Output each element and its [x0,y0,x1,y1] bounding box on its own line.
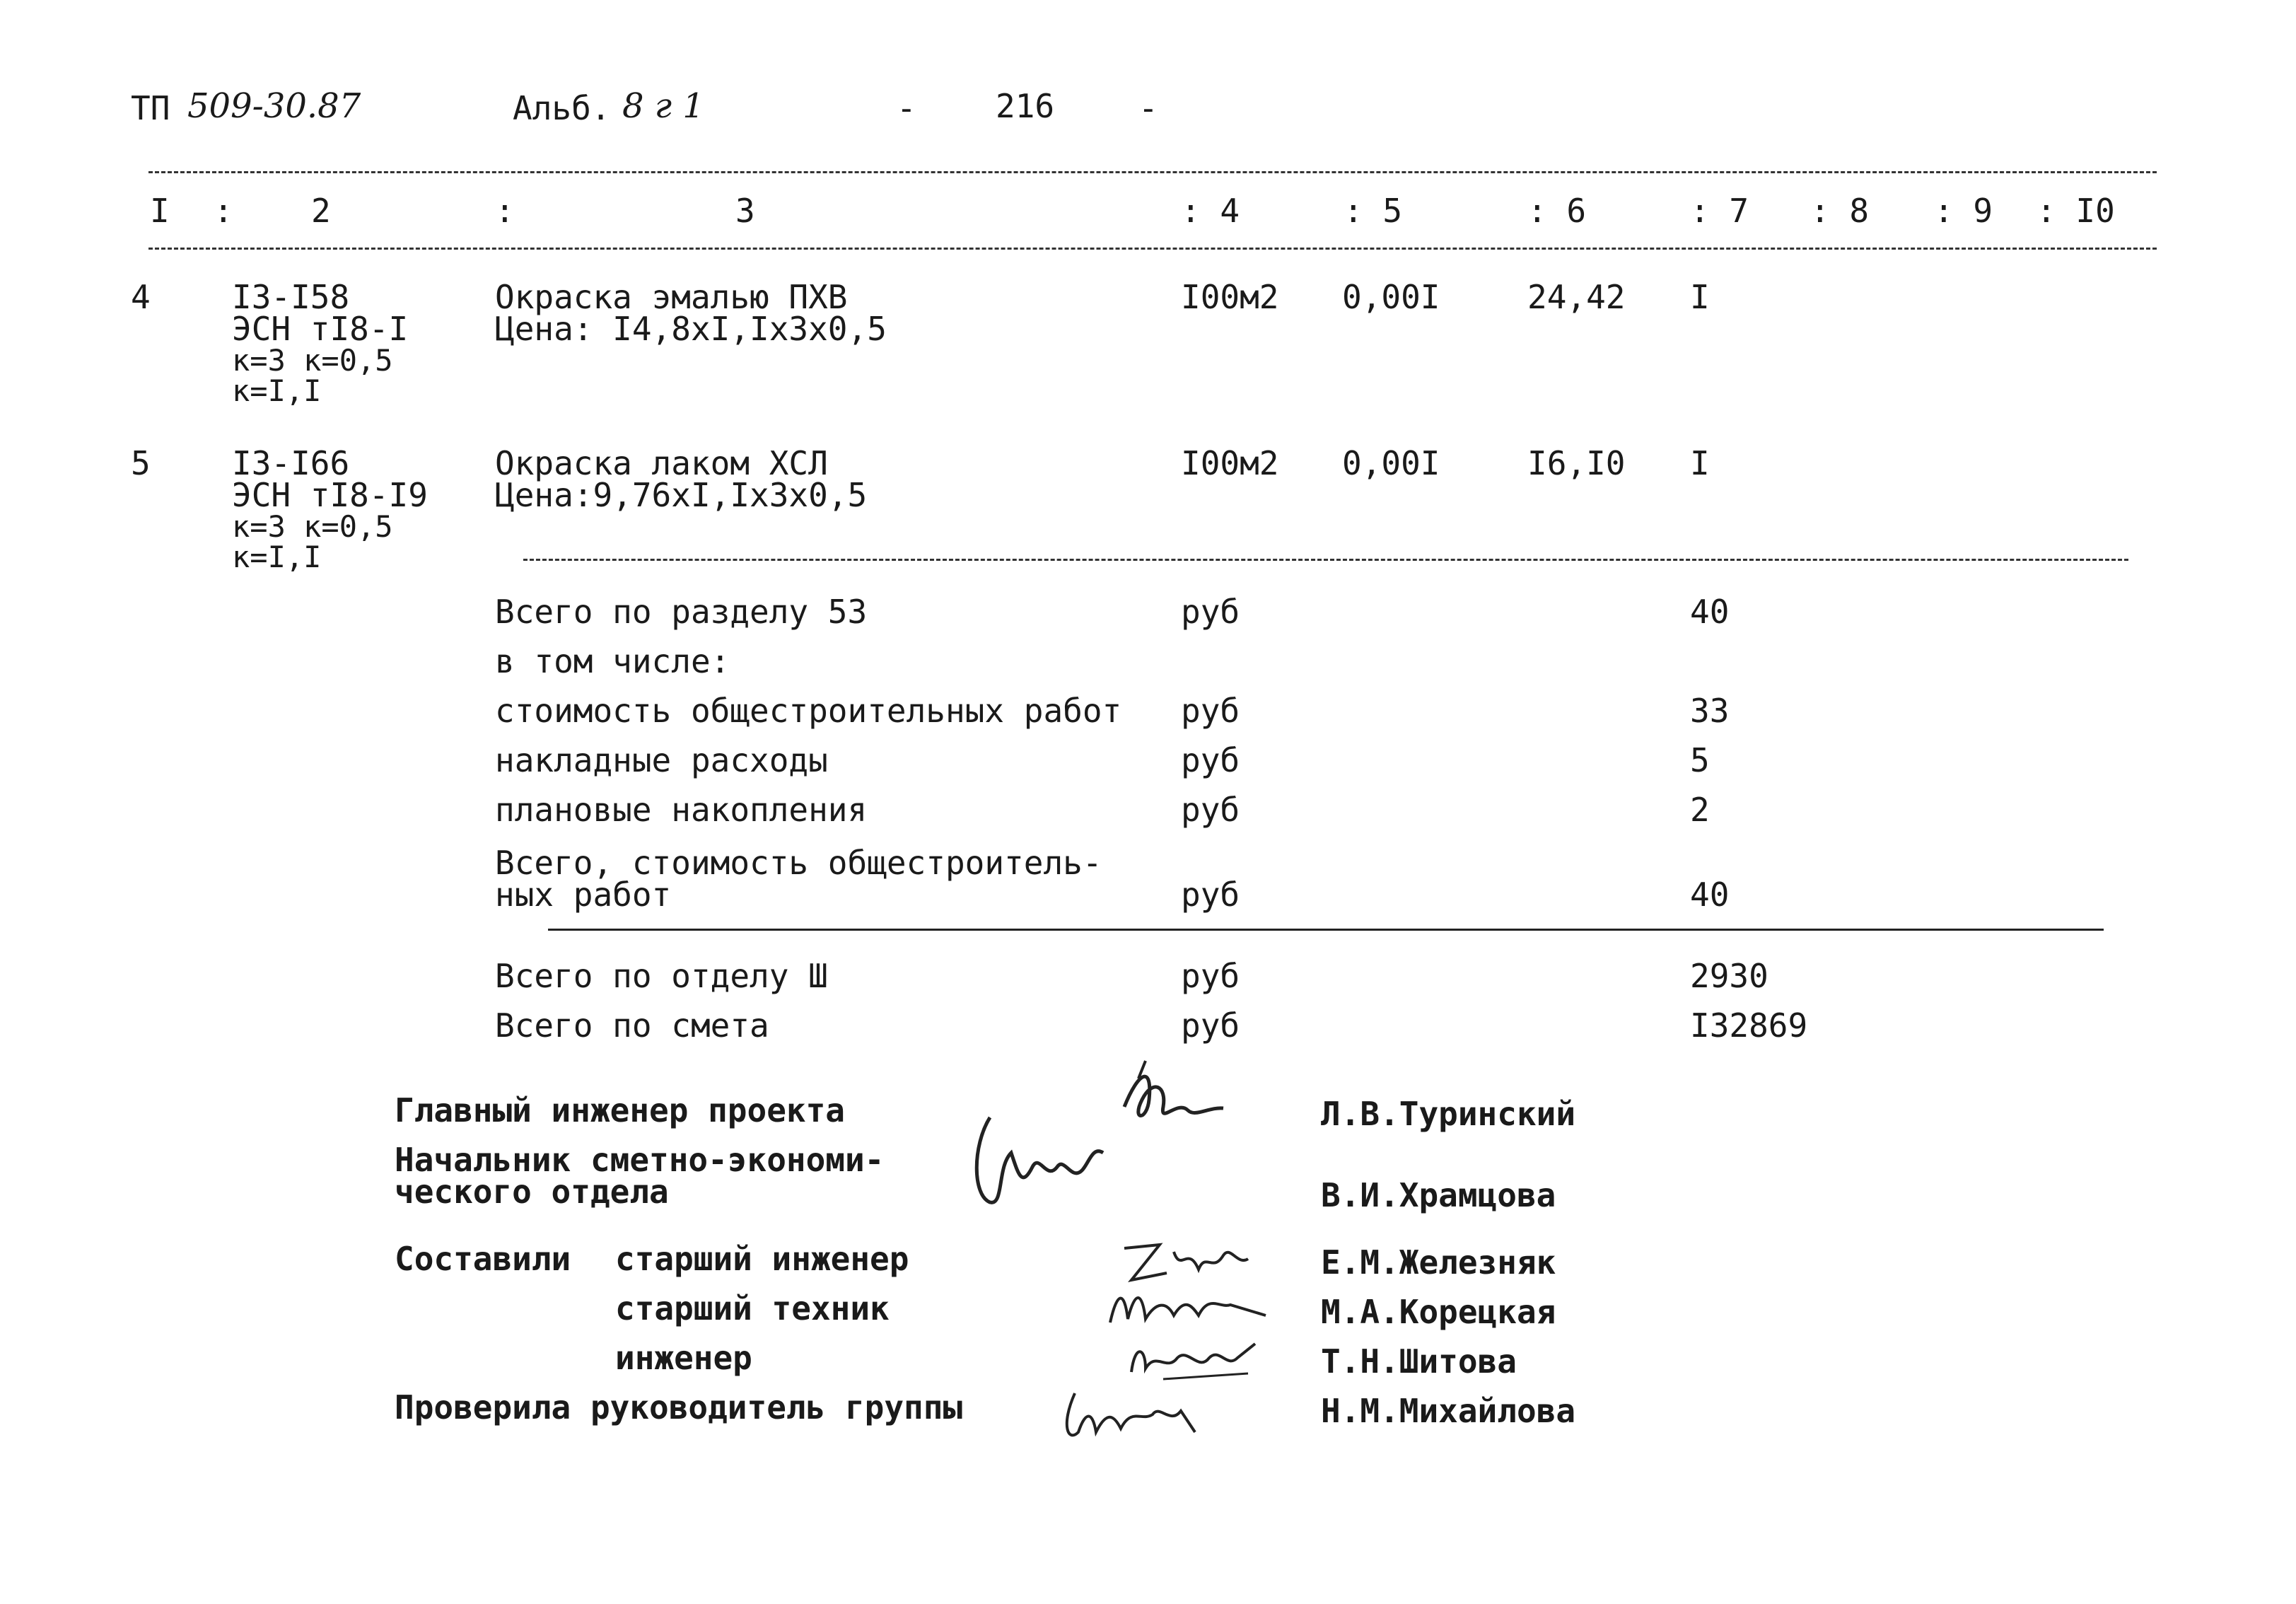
signature-checked [1054,1383,1216,1446]
row-unit: I00м2 [1181,444,1279,482]
header-dash-left: - [897,89,916,127]
engineer-role: инженер [615,1339,752,1377]
signature-engineer [1121,1330,1262,1386]
section-divider [523,559,2128,561]
grand-total-value: I32869 [1690,1006,1808,1045]
total-label: плановые накопления [495,791,868,829]
row-description: Цена:9,76хI,Iх3х0,5 [495,476,868,514]
row-col7: I [1690,444,1710,482]
chief-engineer-name: Л.В.Туринский [1321,1095,1576,1133]
row-code-line: к=3 к=0,5 [232,509,393,544]
col-header-8: : 8 [1810,192,1870,230]
head-dept-role: Начальник сметно-экономи- [395,1141,885,1179]
senior-engineer-name: Е.М.Железняк [1321,1243,1556,1282]
row-code-line: к=I,I [232,540,322,574]
total-value: 2 [1690,791,1710,829]
col-header-7: : 7 [1690,192,1749,230]
total-unit: руб [1181,876,1240,914]
row-code-line: I3-I66 [232,444,350,482]
col-header-2: 2 [311,192,331,230]
col-header-10: : I0 [2036,192,2115,230]
row-description: Окраска эмалью ПХВ [495,278,848,316]
header-dash-right: - [1138,89,1158,127]
totals-divider [548,929,2104,931]
row-col7: I [1690,278,1710,316]
row-code-line: к=3 к=0,5 [232,343,393,378]
header-top-rule [148,171,2157,173]
total-label: Всего, стоимость общестроитель- [495,844,1102,882]
col-header-9: : 9 [1934,192,1993,230]
compiled-label: Составили [395,1240,571,1278]
total-label: в том числе: [495,642,730,680]
row-description: Окраска лаком ХСЛ [495,444,828,482]
col-header-1: I [150,192,170,230]
signature-head-dept [969,1103,1117,1216]
row-number: 4 [131,278,151,316]
total-unit: руб [1181,791,1240,829]
checked-role: Проверила руководитель группы [395,1388,963,1426]
signature-chief-engineer [1110,1057,1230,1149]
grand-total-label: Всего по отделу Ш [495,957,828,995]
col-header-sep-2: : [495,192,515,230]
grand-total-unit: руб [1181,1006,1240,1045]
grand-total-label: Всего по смета [495,1006,769,1045]
col-header-sep-1: : [214,192,233,230]
col-header-4: : 4 [1181,192,1240,230]
senior-tech-name: М.А.Корецкая [1321,1293,1556,1331]
total-label: ных работ [495,876,672,914]
row-code-line: к=I,I [232,373,322,408]
chief-engineer-role: Главный инженер проекта [395,1091,845,1129]
row-price: I6,I0 [1527,444,1626,482]
total-label: стоимость общестроительных работ [495,692,1122,730]
col-header-6: : 6 [1527,192,1587,230]
row-number: 5 [131,444,151,482]
album-handwritten: 8 г 1 [622,86,704,126]
album-prefix: Альб. [513,89,611,127]
total-value: 40 [1690,593,1730,631]
checked-name: Н.М.Михайлова [1321,1392,1576,1430]
head-dept-role: ческого отдела [395,1173,669,1211]
total-label: Всего по разделу 53 [495,593,868,631]
col-header-3: 3 [735,192,755,230]
head-dept-name: В.И.Храмцова [1321,1176,1556,1214]
total-value: 40 [1690,876,1730,914]
total-unit: руб [1181,692,1240,730]
row-unit: I00м2 [1181,278,1279,316]
total-unit: руб [1181,741,1240,779]
row-price: 24,42 [1527,278,1626,316]
senior-tech-role: старший техник [615,1289,890,1327]
row-code-line: ЭСН тI8-I [232,310,409,348]
engineer-name: Т.Н.Шитова [1321,1342,1517,1381]
header-bottom-rule [148,248,2157,250]
total-unit: руб [1181,593,1240,631]
total-value: 33 [1690,692,1730,730]
doc-code-handwritten: 509-30.87 [187,86,361,126]
page-number: 216 [996,87,1055,125]
doc-code-prefix: ТП [131,89,170,127]
col-header-5: : 5 [1344,192,1403,230]
grand-total-value: 2930 [1690,957,1768,995]
total-label: накладные расходы [495,741,828,779]
row-description: Цена: I4,8хI,Iх3х0,5 [495,310,887,348]
row-code-line: I3-I58 [232,278,350,316]
row-code-line: ЭСН тI8-I9 [232,476,428,514]
grand-total-unit: руб [1181,957,1240,995]
row-qty: 0,00I [1342,444,1440,482]
total-value: 5 [1690,741,1710,779]
row-qty: 0,00I [1342,278,1440,316]
signature-senior-tech [1103,1277,1273,1333]
senior-engineer-role: старший инженер [615,1240,909,1278]
